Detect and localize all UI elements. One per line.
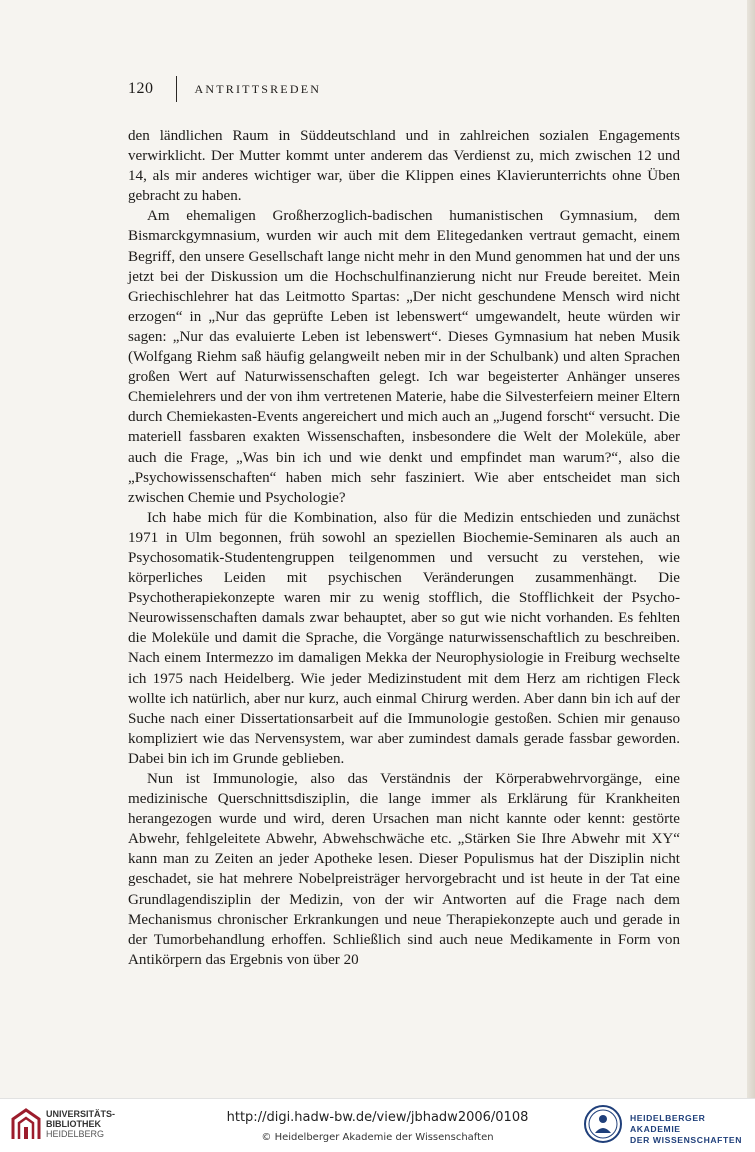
paragraph: Nun ist Immunologie, also das Verständnis der Körperabwehrvorgänge, eine medizinische Querschnittsdisziplin, die lange immer als Erklärung für Krankheiten herangezogen wurde und wird, deren Ursachen man nicht kannte oder kennt: gestörte Abwehr, fehlgeleitete Abwehr, Abwehschwäche etc. „Stärken Sie Ihre Abwehr mit XY“ kann man zu Zeiten an jeder Apotheke lesen. Dieser Populismus hat der Disziplin nicht geschadet, sie hat mehrere Nobelpreisträger hervorgebracht und ist heute in der Tat eine Grundlagendisziplin der Medizin, von der wir Antworten auf die Frage nach dem Mechanismus chronischer Erkrankungen und neue Therapiekonzepte auch und gerade in der Tumorbehandlung erhoffen. Schließlich sind auch neue Medikamente in Form von Antikörpern das Ergebnis von über 20: [128, 771, 680, 968]
section-title: ANTRITTSREDEN: [194, 81, 322, 96]
copyright-notice: © Heidelberger Akademie der Wissenschaften: [261, 1132, 494, 1143]
page-binding-edge: [747, 0, 755, 1098]
paragraph: den ländlichen Raum in Süddeutschland und in zahlreichen sozialen Engagements verwirklicht. Der Mutter kommt unter anderem das Verdienst zu, mich zwischen 12 und 14, als mir anderes wichtiger war, über die Klippen eines Klavierunterrichts ohne Üben gebracht zu haben.: [128, 128, 680, 205]
library-name-line: HEIDELBERG: [46, 1129, 105, 1139]
academy-seal-icon[interactable]: [583, 1104, 623, 1144]
paragraph: Ich habe mich für die Kombination, also für die Medizin entschieden und zunächst 1971 in Ulm begonnen, früh sowohl an speziellen Biochemie-Seminaren als auch an Psychosomatik-Studentengruppen teilgenommen und versucht zu verstehen, wie körperliches Leiden mit psychischen Veränderungen zusammenhängt. Die Psychotherapiekonzepte waren mir zu wenig stofflich, die Stofflichkeit der Psycho-Neurowissenschaften damals zwar behauptet, aber so gut wie nicht vorhanden. Es fehlten die Moleküle und damit die Sprache, die Vorgänge naturwissenschaftlich zu beschreiben. Nach einem Intermezzo im damaligen Mekka der Neurophysiologie in Freiburg wechselte ich 1975 nach Heidelberg. Wie jeder Medizinstudent mit dem Herz am richtigen Fleck wollte ich natürlich, aber nur kurz, auch einmal Chirurg werden. Aber dann bin ich auf der Suche nach einer Dissertationsarbeit auf die Immunologie gestoßen. Schien mir genauso kompliziert wie das Nervensystem, war aber zumindest damals gerade fassbar geworden. Dabei bin ich im Grunde geblieben.: [128, 509, 680, 767]
academy-name: [630, 1113, 755, 1146]
library-name-line: BIBLIOTHEK: [46, 1119, 101, 1129]
library-name-line: UNIVERSITÄTS-: [46, 1109, 116, 1119]
page-number: 120: [128, 80, 154, 97]
academy-name-line: DER WISSENSCHAFTEN: [630, 1135, 743, 1145]
header-divider: [176, 76, 177, 102]
permalink-url[interactable]: http://digi.hadw-bw.de/view/jbhadw2006/0108: [226, 1110, 529, 1125]
academy-name-line: HEIDELBERGER AKADEMIE: [630, 1113, 706, 1134]
body-text: [128, 126, 680, 970]
viewer-footer: [0, 1098, 755, 1152]
paragraph: Am ehemaligen Großherzoglich-badischen humanistischen Gymnasium, dem Bismarckgymnasium, wurden wir auch mit dem Elitegedanken vertraut gemacht, einem Begriff, den unsere Gesellschaft lange nicht mehr in den Mund genommen hat und der uns jetzt bei der Diskussion um die Hochschulfinanzierung nicht nur Freude bereitet. Mein Griechischlehrer hat das Leitmotto Spartas: „Der nicht geschundene Mensch wird nicht erzogen“ in „Nur das geprüfte Leben ist lebenswert“ umgewandelt, heute würden wir sagen: „Nur das evaluierte Leben ist lebenswert“. Dieses Gymnasium hat neben Musik (Wolfgang Riehm saß häufig gelangweilt neben mir in der Schulbank) und alten Sprachen großen Wert auf Naturwissenschaften gelegt. Ich war begeisterter Anhänger unseres Chemielehrers und der von ihm vertretenen Materie, habe die Silvesterfeiern meiner Eltern durch Chemiekasten-Events angereichert und mich auch an „Jugend forscht“ versucht. Die materiell fassbaren exakten Wissenschaften, insbesondere die Welt der Moleküle, aber auch die Frage, „Was bin ich und wie denkt und empfindet man warum?“, also die „Psychowissenschaften“ haben mich sehr fasziniert. Wie aber entscheidet man sich zwischen Chemie und Psychologie?: [128, 208, 680, 506]
running-head: [128, 76, 321, 102]
